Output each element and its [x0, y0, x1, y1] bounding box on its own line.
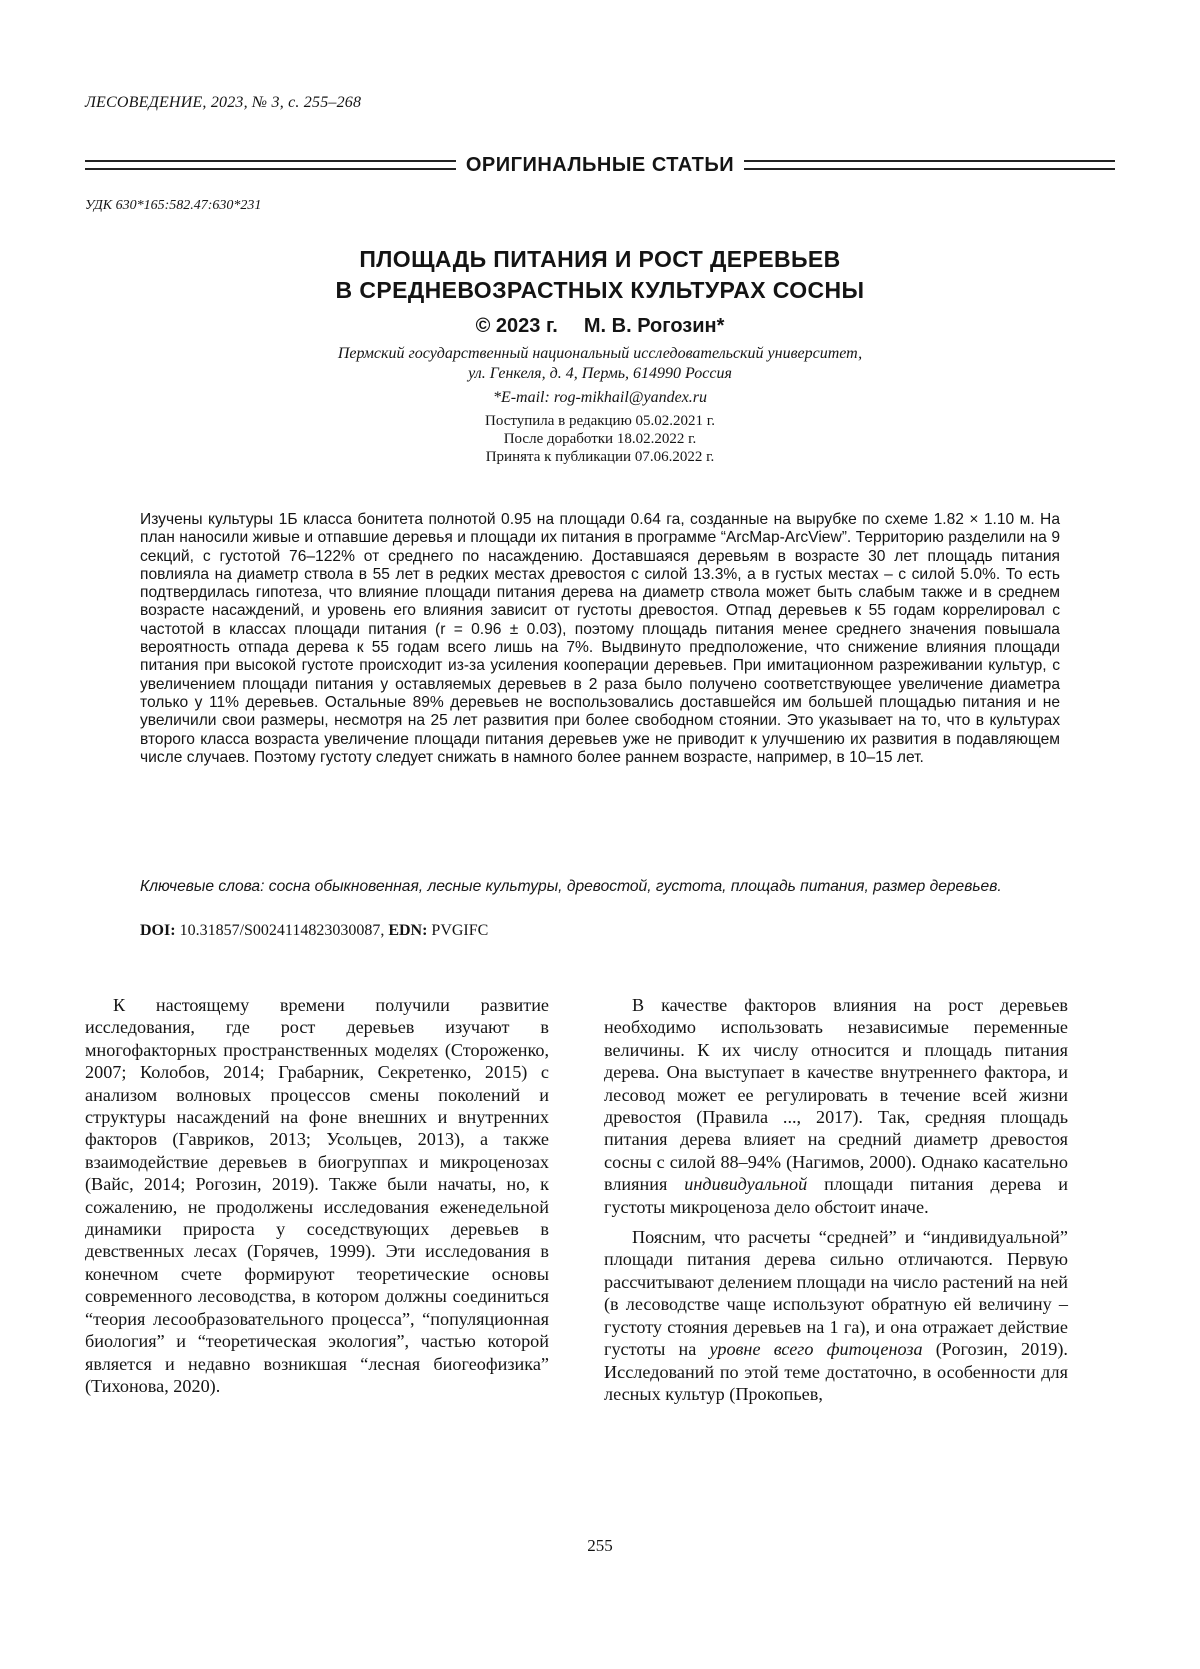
edn-value: PVGIFC: [431, 922, 489, 939]
affiliation: [85, 344, 1115, 384]
body-column-left: [85, 994, 549, 1405]
affiliation-line-1: Пермский государственный национальный исследовательский университет,: [337, 345, 863, 362]
author-email[interactable]: *E-mail: rog-mikhail@yandex.ru: [492, 389, 708, 406]
page-number: 255: [587, 1536, 613, 1555]
emphasis-text: индивидуальной: [684, 1174, 808, 1195]
paragraph-text: В качестве факторов влияния на рост деревьев необходимо использовать независимые переменные величины. К их числу относится и площадь питания дерева. Она выступает в качестве внутреннего фактора, и лесовод может ее регулировать в течение всей жизни древостоя (Правила ..., 2017). Так, средняя площадь питания дерева влияет на средний диаметр древостоя сосны с силой 88–94% (Нагимов, 2000). Однако касательно влияния: [604, 995, 1068, 1195]
date-received: Поступила в редакцию 05.02.2021 г.: [484, 413, 715, 429]
doi-line: [140, 921, 1060, 941]
abstract: Изучены культуры 1Б класса бонитета полнотой 0.95 на площади 0.64 га, созданные на вырубке по схеме 1.82 × 1.10 м. На план наносили живые и отпавшие деревья и площади их питания в программе “ArcMap-ArcView”. Территорию разделили на 9 секций, с густотой 76–122% от среднего по насаждению. Доставшаяся деревьям в возрасте 30 лет площадь питания повлияла на диаметр ствола в 55 лет в редких местах древостоя с силой 13.3%, а в густых местах – с силой 5.0%. То есть подтвердилась гипотеза, что влияние площади питания дерева на диаметр ствола может быть слабым также и в среднем возрасте насаждений, и уровень его влияния зависит от густоты древостоя. Отпад деревьев к 55 годам коррелировал с частотой в классах площади питания (r = 0.96 ± 0.03), поэтому площадь питания менее среднего значения повышала вероятность отпада дерева к 55 годам всего лишь на 7%. Выдвинуто предположение, что снижение влияния площади питания при высокой густоте происходит из-за усиления кооперации деревьев. При имитационном разреживании культур, с увеличением площади питания у оставляемых деревьев в 2 раза было получено соответствующее увеличение диаметра только у 11% деревьев. Остальные 89% деревьев не воспользовались доставшейся им большей площадью питания и не увеличили свои размеры, несмотря на 25 лет развития при более свободном стоянии. Это указывает на то, что в культурах второго класса возраста увеличение площади питания деревьев уже не приводит к улучшению их развития в подавляющем числе случаев. Поэтому густоту следует снижать в намного более раннем возрасте, например, в 10–15 лет.: [140, 511, 1060, 766]
paragraph-text: площади питания дерева и густоты микроценоза дело обстоит иначе.: [604, 1174, 1068, 1217]
paragraph-text: Поясним, что расчеты “средней” и “индивидуальной” площади питания дерева сильно отличаются. Первую рассчитывают делением площади на число растений на ней (в лесоводстве чаще используют обратную ей величину – густоту стояния деревьев на 1 га), и она отражает действие густоты на: [604, 1227, 1068, 1360]
double-rule-right: [744, 160, 1115, 170]
date-revised: После доработки 18.02.2022 г.: [503, 431, 697, 447]
keywords: Ключевые слова: сосна обыкновенная, лесные культуры, древостой, густота, площадь питания, размер деревьев.: [140, 878, 1002, 895]
journal-reference: ЛЕСОВЕДЕНИЕ, 2023, № 3, с. 255–268: [85, 94, 362, 111]
edn-label: EDN:: [388, 922, 428, 939]
udk-code: УДК 630*165:582.47:630*231: [85, 198, 262, 213]
body-paragraph: [604, 994, 1068, 1218]
date-accepted: Принята к публикации 07.06.2022 г.: [485, 449, 715, 465]
copyright: © 2023 г.: [475, 315, 558, 337]
title-block: [85, 244, 1115, 466]
author-name: М. В. Рогозин*: [583, 315, 725, 337]
body-paragraph: К настоящему времени получили развитие исследования, где рост деревьев изучают в многофакторных пространственных моделях (Стороженко, 2007; Колобов, 2014; Грабарник, Секретенко, 2015) с анализом волновых процессов смены поколений и структуры насаждений на фоне внешних и внутренних факторов (Гавриков, 2013; Усольцев, 2013), а также взаимодействие деревьев в биогруппах и микроценозах (Вайс, 2014; Рогозин, 2019). Также были начаты, но, к сожалению, не продолжены исследования еженедельной динамики прироста у соседствующих деревьев в девственных лесах (Горячев, 1999). Эти исследования в конечном счете формируют теоретические основы современного лесоводства, в котором должны соединиться “теория лесообразовательного процесса”, “популяционная биология” и “теоретическая экология”, частью которой является и недавно возникшая “лесная биогеофизика” (Тихонова, 2020).: [85, 995, 549, 1396]
article-title-line-1: ПЛОЩАДЬ ПИТАНИЯ И РОСТ ДЕРЕВЬЕВ: [359, 246, 841, 272]
affiliation-line-2: ул. Генкеля, д. 4, Пермь, 614990 Россия: [468, 365, 732, 382]
author-line: [85, 312, 1115, 340]
section-title: ОРИГИНАЛЬНЫЕ СТАТЬИ: [465, 153, 735, 176]
paragraph-text: (Рогозин, 2019). Исследований по этой теме достаточно, в особенности для лесных культур (Прокопьев,: [604, 1339, 1068, 1404]
article-title-line-2: В СРЕДНЕВОЗРАСТНЫХ КУЛЬТУРАХ СОСНЫ: [335, 277, 865, 303]
article-dates: [85, 412, 1115, 466]
body-paragraph: [604, 1226, 1068, 1405]
doi-label: DOI:: [140, 922, 176, 939]
emphasis-text: уровне всего фитоценоза: [709, 1339, 923, 1360]
body-column-right: [604, 994, 1068, 1413]
double-rule-left: [85, 160, 456, 170]
doi-value[interactable]: 10.31857/S0024114823030087,: [179, 922, 385, 939]
section-header: [85, 150, 1115, 180]
